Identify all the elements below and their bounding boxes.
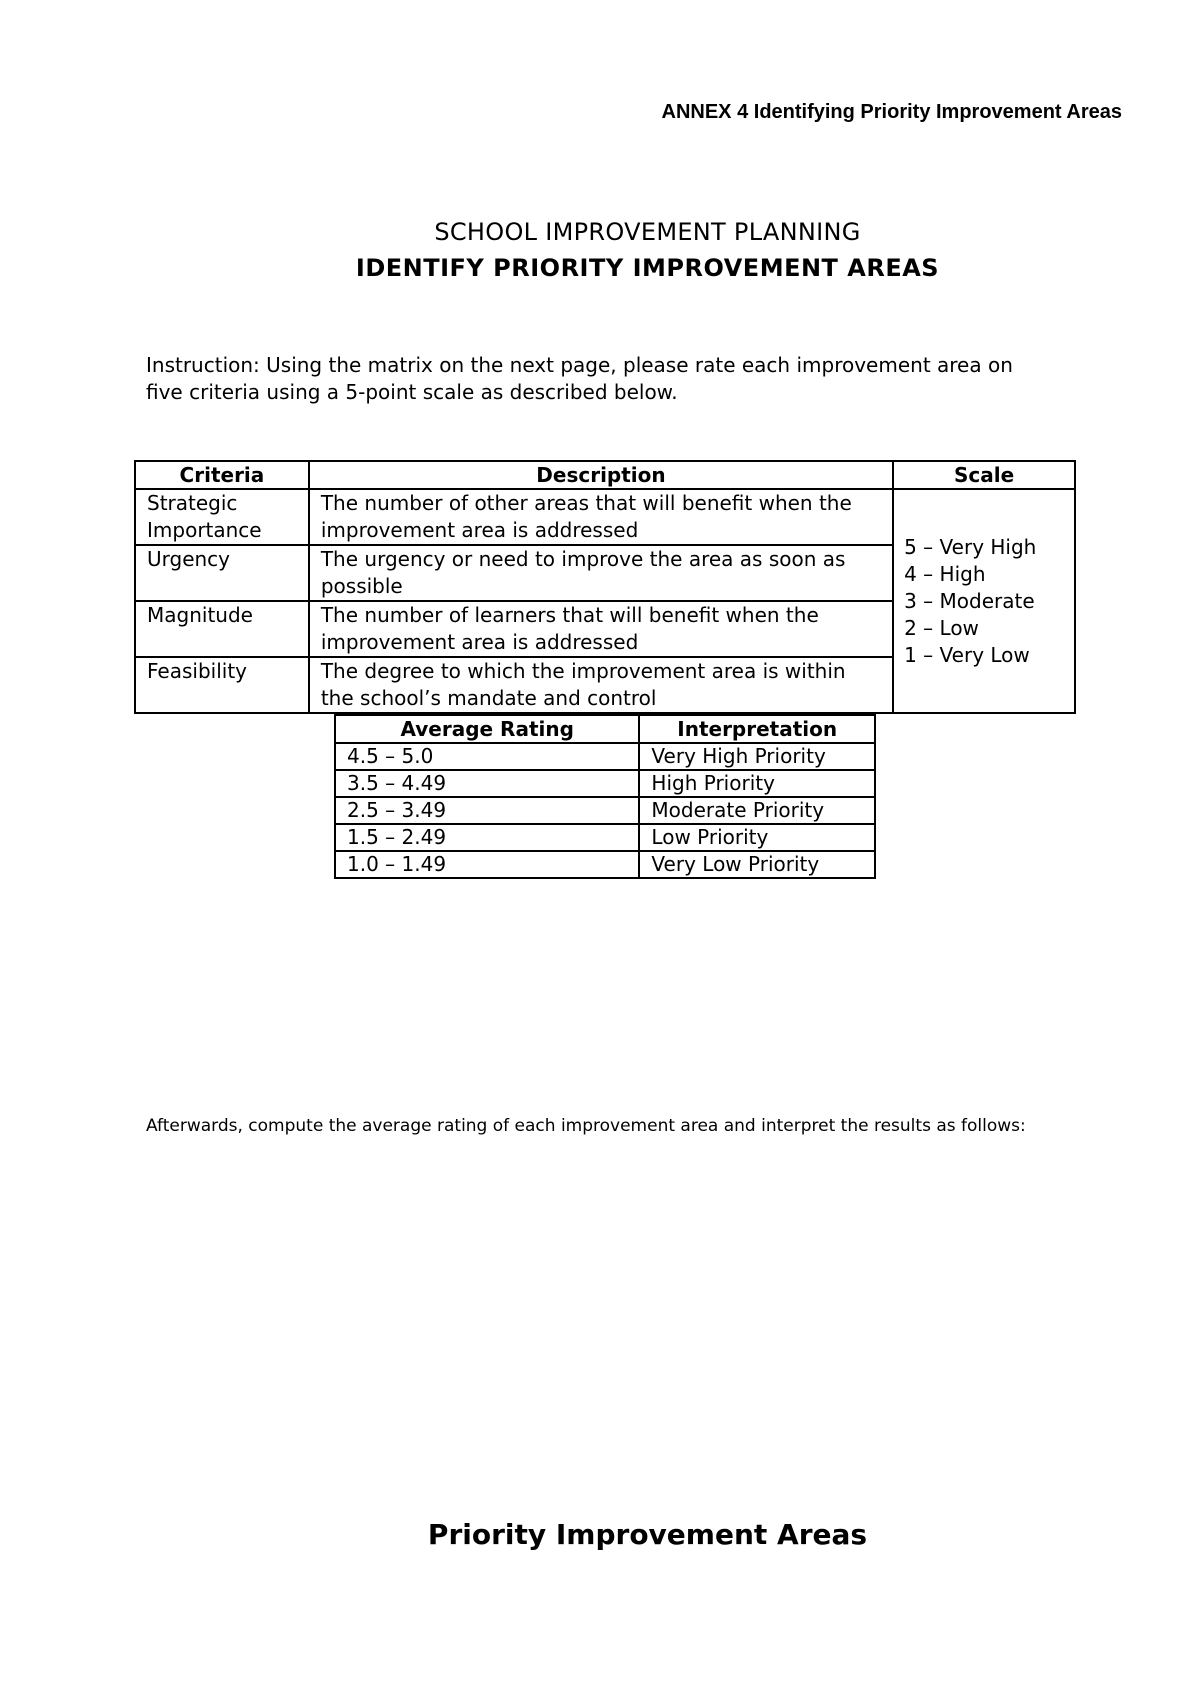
scale-cell (893, 489, 1075, 713)
rating-range-cell: 1.0 – 1.49 (335, 851, 639, 878)
description-cell: The urgency or need to improve the area as soon as possible (309, 545, 893, 601)
criteria-table (134, 460, 1076, 714)
priority-heading: Priority Improvement Areas (427, 1518, 868, 1551)
page-title: SCHOOL IMPROVEMENT PLANNING (434, 218, 861, 246)
interpretation-cell: High Priority (639, 770, 875, 797)
average-rating-column-header: Average Rating (335, 715, 639, 743)
rating-range-cell: 4.5 – 5.0 (335, 743, 639, 770)
interpretation-cell: Very High Priority (639, 743, 875, 770)
instruction-text: Instruction: Using the matrix on the next page, please rate each improvement area on five criteria using a 5-point scale as described below. (146, 353, 1013, 404)
interpretation-cell: Very Low Priority (639, 851, 875, 878)
table-row (135, 489, 1075, 545)
interpretation-cell: Moderate Priority (639, 797, 875, 824)
interpretation-cell: Low Priority (639, 824, 875, 851)
criteria-cell: Magnitude (135, 601, 309, 657)
annex-header: ANNEX 4 Identifying Priority Improvement Areas (661, 101, 1122, 123)
afterwards-text: Afterwards, compute the average rating of each improvement area and interpret the results as follows: (146, 1116, 1026, 1136)
rating-range-cell: 3.5 – 4.49 (335, 770, 639, 797)
criteria-table-header-row (135, 461, 1075, 489)
table-row (335, 770, 875, 797)
page-subtitle: IDENTIFY PRIORITY IMPROVEMENT AREAS (355, 254, 940, 282)
rating-table (334, 714, 876, 879)
scale-item: 5 – Very High (904, 534, 1037, 559)
table-row (335, 824, 875, 851)
scale-item: 2 – Low (904, 615, 979, 640)
criteria-cell: Strategic Importance (135, 489, 309, 545)
criteria-cell: Urgency (135, 545, 309, 601)
criteria-column-header: Criteria (135, 461, 309, 489)
table-row (335, 851, 875, 878)
description-cell: The degree to which the improvement area is within the school’s mandate and control (309, 657, 893, 713)
table-row (335, 743, 875, 770)
description-cell: The number of learners that will benefit when the improvement area is addressed (309, 601, 893, 657)
scale-item: 4 – High (904, 561, 986, 586)
scale-item: 1 – Very Low (904, 642, 1030, 667)
table-row (335, 797, 875, 824)
rating-range-cell: 1.5 – 2.49 (335, 824, 639, 851)
description-cell: The number of other areas that will benefit when the improvement area is addressed (309, 489, 893, 545)
interpretation-column-header: Interpretation (639, 715, 875, 743)
scale-item: 3 – Moderate (904, 588, 1035, 613)
rating-table-header-row (335, 715, 875, 743)
criteria-cell: Feasibility (135, 657, 309, 713)
rating-range-cell: 2.5 – 3.49 (335, 797, 639, 824)
scale-column-header: Scale (893, 461, 1075, 489)
description-column-header: Description (309, 461, 893, 489)
